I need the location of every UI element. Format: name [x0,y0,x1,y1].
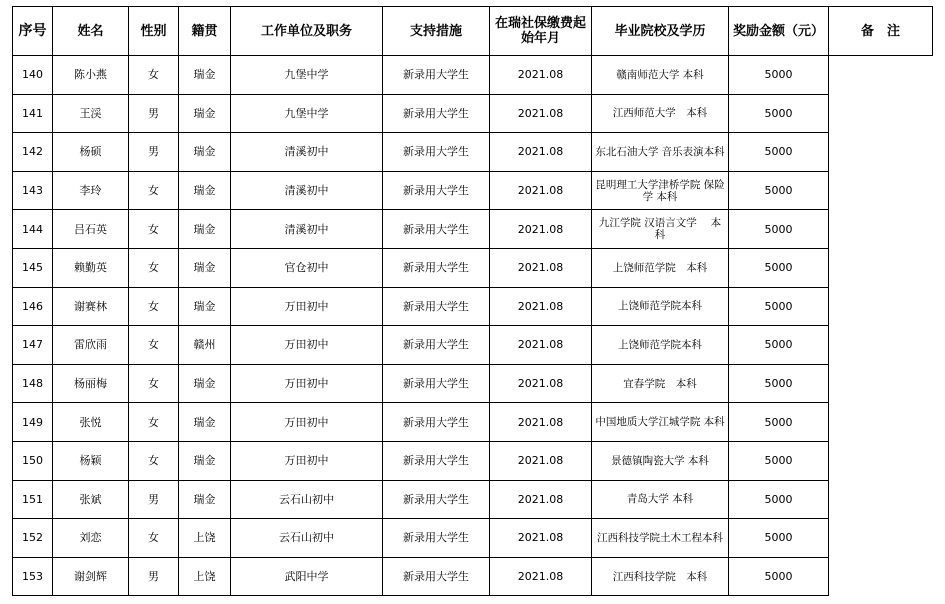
cell-unit: 武阳中学 [231,557,383,596]
cell-social-security-start: 2021.08 [490,480,592,519]
cell-social-security-start: 2021.08 [490,94,592,133]
cell-unit: 万田初中 [231,287,383,326]
cell-award: 5000 [729,519,829,558]
header-origin: 籍贯 [179,7,231,56]
cell-origin: 瑞金 [179,480,231,519]
cell-unit: 官仓初中 [231,248,383,287]
cell-seq: 152 [13,519,53,558]
cell-support: 新录用大学生 [383,287,490,326]
cell-origin: 瑞金 [179,364,231,403]
table-row [13,441,933,480]
cell-social-security-start: 2021.08 [490,56,592,95]
cell-gender: 女 [129,287,179,326]
header-row [13,7,933,56]
cell-name: 杨丽梅 [53,364,129,403]
cell-award: 5000 [729,441,829,480]
cell-gender: 女 [129,519,179,558]
cell-support: 新录用大学生 [383,94,490,133]
cell-gender: 女 [129,248,179,287]
cell-social-security-start: 2021.08 [490,287,592,326]
cell-unit: 万田初中 [231,441,383,480]
cell-name: 杨硕 [53,133,129,172]
cell-support: 新录用大学生 [383,364,490,403]
cell-school: 江西科技学院土木工程本科 [592,519,729,558]
table-row [13,519,933,558]
cell-support: 新录用大学生 [383,441,490,480]
cell-gender: 女 [129,364,179,403]
table-row [13,248,933,287]
header-seq: 序号 [13,7,53,56]
cell-school: 东北石油大学 音乐表演本科 [592,133,729,172]
cell-seq: 151 [13,480,53,519]
cell-seq: 153 [13,557,53,596]
cell-unit: 九堡中学 [231,56,383,95]
cell-school: 景德镇陶瓷大学 本科 [592,441,729,480]
table-body [13,56,933,596]
cell-unit: 清溪初中 [231,210,383,249]
cell-name: 赖勤英 [53,248,129,287]
cell-name: 李玲 [53,171,129,210]
cell-origin: 瑞金 [179,94,231,133]
cell-origin: 瑞金 [179,403,231,442]
cell-social-security-start: 2021.08 [490,133,592,172]
cell-social-security-start: 2021.08 [490,248,592,287]
cell-school: 青岛大学 本科 [592,480,729,519]
header-remark: 备 注 [829,7,933,56]
cell-name: 张斌 [53,480,129,519]
cell-origin: 上饶 [179,557,231,596]
cell-gender: 女 [129,403,179,442]
cell-seq: 142 [13,133,53,172]
cell-name: 刘恋 [53,519,129,558]
cell-social-security-start: 2021.08 [490,326,592,365]
cell-unit: 云石山初中 [231,480,383,519]
cell-school: 中国地质大学江城学院 本科 [592,403,729,442]
cell-school: 九江学院 汉语言文学 本科 [592,210,729,249]
cell-award: 5000 [729,326,829,365]
table-row [13,133,933,172]
cell-name: 谢赛林 [53,287,129,326]
cell-award: 5000 [729,210,829,249]
cell-seq: 144 [13,210,53,249]
cell-award: 5000 [729,557,829,596]
cell-school: 赣南师范大学 本科 [592,56,729,95]
cell-school: 昆明理工大学津桥学院 保险学 本科 [592,171,729,210]
cell-social-security-start: 2021.08 [490,364,592,403]
cell-origin: 赣州 [179,326,231,365]
cell-gender: 女 [129,171,179,210]
cell-support: 新录用大学生 [383,557,490,596]
cell-name: 杨颖 [53,441,129,480]
header-award: 奖励金额（元） [729,7,829,56]
cell-name: 谢剑辉 [53,557,129,596]
cell-social-security-start: 2021.08 [490,210,592,249]
cell-support: 新录用大学生 [383,171,490,210]
table-row [13,480,933,519]
table-row [13,56,933,95]
cell-gender: 男 [129,557,179,596]
cell-seq: 145 [13,248,53,287]
cell-unit: 清溪初中 [231,133,383,172]
header-name: 姓名 [53,7,129,56]
cell-award: 5000 [729,94,829,133]
cell-name: 陈小燕 [53,56,129,95]
cell-award: 5000 [729,364,829,403]
cell-name: 王渓 [53,94,129,133]
cell-origin: 瑞金 [179,210,231,249]
cell-seq: 140 [13,56,53,95]
cell-social-security-start: 2021.08 [490,441,592,480]
cell-support: 新录用大学生 [383,56,490,95]
cell-remark [829,56,933,596]
cell-name: 雷欣雨 [53,326,129,365]
cell-award: 5000 [729,56,829,95]
cell-unit: 清溪初中 [231,171,383,210]
cell-origin: 瑞金 [179,287,231,326]
header-school: 毕业院校及学历 [592,7,729,56]
cell-support: 新录用大学生 [383,248,490,287]
cell-support: 新录用大学生 [383,326,490,365]
cell-gender: 女 [129,441,179,480]
table-row [13,364,933,403]
cell-unit: 万田初中 [231,403,383,442]
cell-support: 新录用大学生 [383,480,490,519]
cell-unit: 云石山初中 [231,519,383,558]
cell-award: 5000 [729,480,829,519]
cell-origin: 瑞金 [179,171,231,210]
cell-award: 5000 [729,248,829,287]
cell-gender: 女 [129,326,179,365]
cell-name: 吕石英 [53,210,129,249]
cell-school: 江西科技学院 本科 [592,557,729,596]
table-row [13,557,933,596]
cell-origin: 瑞金 [179,133,231,172]
cell-award: 5000 [729,133,829,172]
table-row [13,94,933,133]
table-row [13,326,933,365]
cell-support: 新录用大学生 [383,210,490,249]
cell-social-security-start: 2021.08 [490,171,592,210]
cell-social-security-start: 2021.08 [490,403,592,442]
cell-gender: 女 [129,210,179,249]
cell-unit: 万田初中 [231,326,383,365]
cell-school: 上饶师范学院本科 [592,326,729,365]
header-unit: 工作单位及职务 [231,7,383,56]
header-support: 支持措施 [383,7,490,56]
cell-support: 新录用大学生 [383,403,490,442]
cell-award: 5000 [729,287,829,326]
recipient-table [12,6,933,596]
header-social-security: 在瑞社保缴费起始年月 [490,7,592,56]
table-row [13,210,933,249]
cell-seq: 146 [13,287,53,326]
table-row [13,287,933,326]
cell-school: 上饶师范学院本科 [592,287,729,326]
cell-gender: 男 [129,480,179,519]
cell-unit: 万田初中 [231,364,383,403]
cell-unit: 九堡中学 [231,94,383,133]
cell-seq: 148 [13,364,53,403]
cell-gender: 男 [129,94,179,133]
cell-school: 宜春学院 本科 [592,364,729,403]
cell-award: 5000 [729,403,829,442]
cell-school: 上饶师范学院 本科 [592,248,729,287]
cell-award: 5000 [729,171,829,210]
cell-social-security-start: 2021.08 [490,519,592,558]
cell-gender: 女 [129,56,179,95]
cell-name: 张悦 [53,403,129,442]
cell-social-security-start: 2021.08 [490,557,592,596]
cell-seq: 141 [13,94,53,133]
table-row [13,171,933,210]
header-gender: 性别 [129,7,179,56]
cell-seq: 150 [13,441,53,480]
cell-seq: 149 [13,403,53,442]
cell-origin: 瑞金 [179,441,231,480]
cell-support: 新录用大学生 [383,133,490,172]
cell-school: 江西师范大学 本科 [592,94,729,133]
cell-seq: 147 [13,326,53,365]
cell-origin: 瑞金 [179,56,231,95]
cell-seq: 143 [13,171,53,210]
cell-origin: 瑞金 [179,248,231,287]
table-row [13,403,933,442]
cell-origin: 上饶 [179,519,231,558]
cell-gender: 男 [129,133,179,172]
cell-support: 新录用大学生 [383,519,490,558]
